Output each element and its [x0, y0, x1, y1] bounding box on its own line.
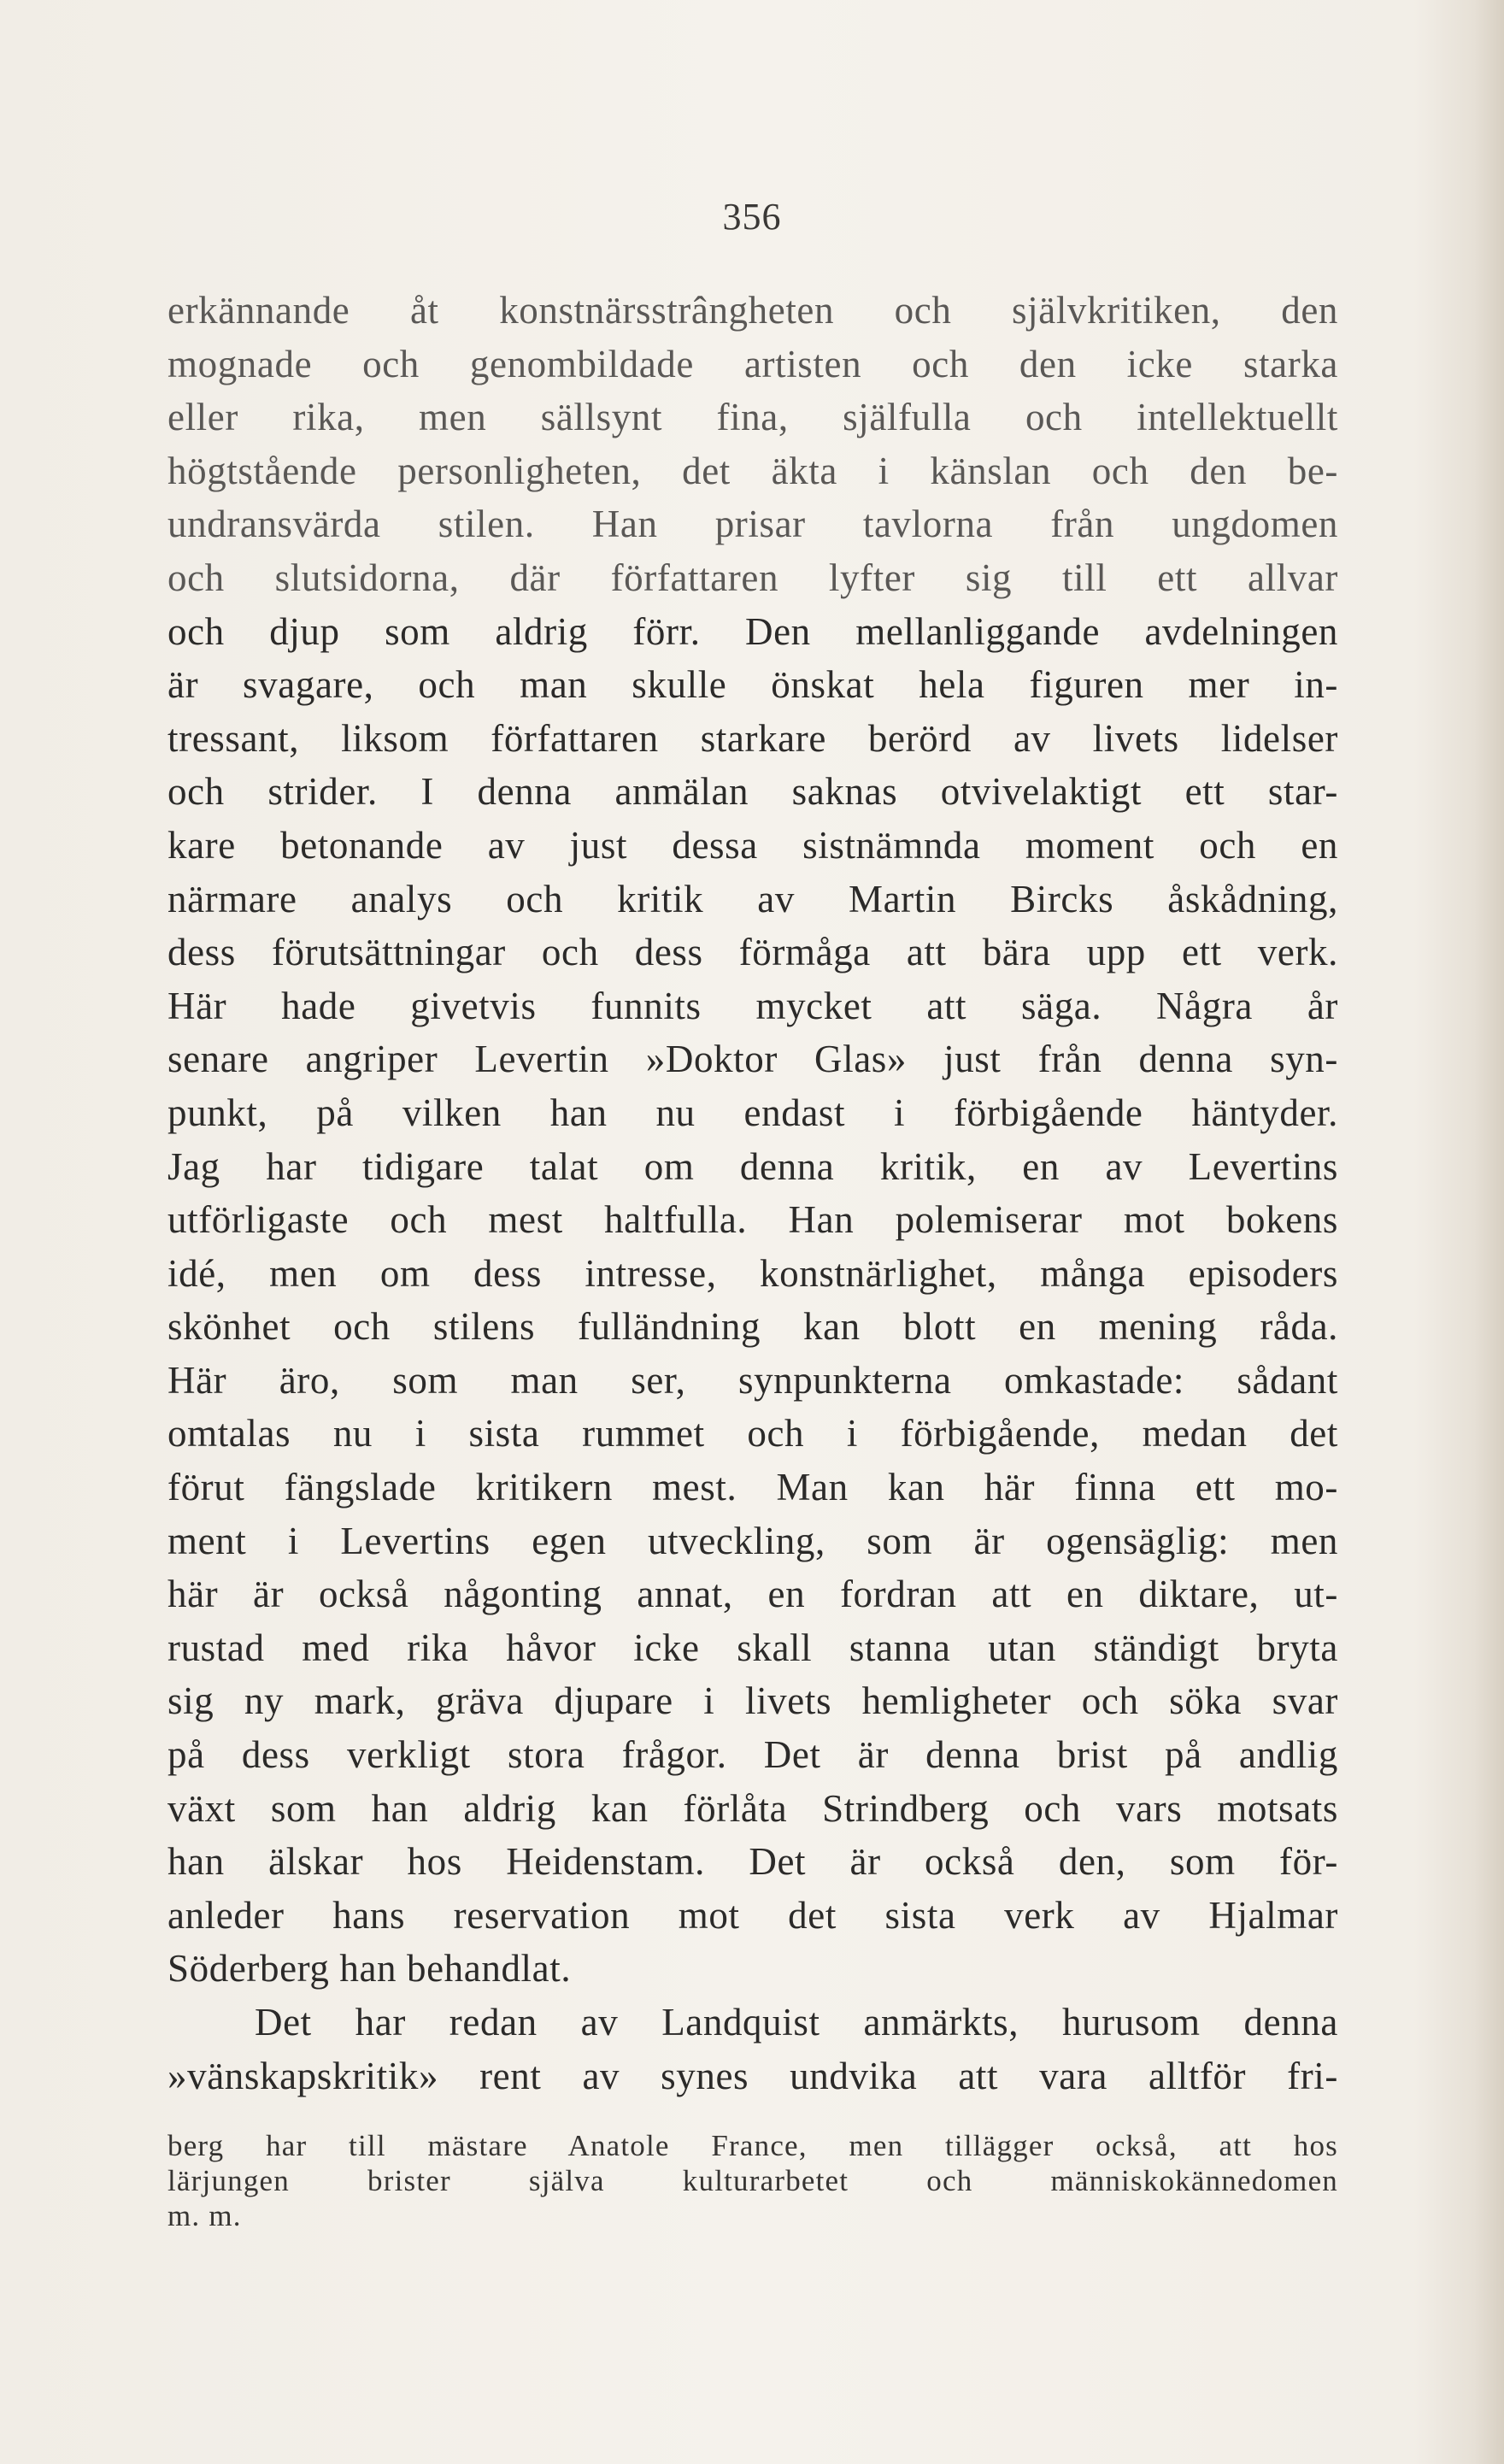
text-line: utförligaste och mest haltfulla. Han polemiserar mot bokens — [167, 1198, 1338, 1242]
text-line: på dess verkligt stora frågor. Det är denna brist på andlig — [167, 1733, 1338, 1777]
footnote-line: m. m. — [167, 2199, 242, 2232]
text-line: tressant, liksom författaren starkare berörd av livets lidelser — [167, 716, 1338, 760]
footnote — [167, 2128, 1338, 2233]
text-line: och slutsidorna, där författaren lyfter sig till ett allvar — [167, 556, 1338, 599]
text-line: förut fängslade kritikern mest. Man kan här finna ett mo- — [167, 1466, 1338, 1509]
text-line: han älskar hos Heidenstam. Det är också den, som för- — [167, 1840, 1338, 1884]
text-line: högtstående personligheten, det äkta i känslan och den be- — [167, 449, 1338, 492]
footnote-line: berg har till mästare Anatole France, men tillägger också, att hos — [167, 2129, 1338, 2162]
text-line: »vänskapskritik» rent av synes undvika att vara alltför fri- — [167, 2054, 1338, 2097]
text-line: är svagare, och man skulle önskat hela figuren mer in- — [167, 663, 1338, 707]
page-number: 356 — [722, 196, 782, 238]
text-line: dess förutsättningar och dess förmåga att bära upp ett verk. — [167, 931, 1338, 974]
text-line: Jag har tidigare talat om denna kritik, en av Levertins — [167, 1144, 1338, 1188]
text-line: växt som han aldrig kan förlåta Strindberg och vars motsats — [167, 1786, 1338, 1830]
text-line: undransvärda stilen. Han prisar tavlorna från ungdomen — [167, 503, 1338, 546]
text-line: anleder hans reservation mot det sista verk av Hjalmar — [167, 1893, 1338, 1937]
text-line: eller rika, men sällsynt fina, själfulla och intellektuellt — [167, 396, 1338, 439]
text-line: här är också någonting annat, en fordran att en diktare, ut- — [167, 1573, 1338, 1616]
text-line: skönhet och stilens fulländning kan blott en mening råda. — [167, 1305, 1338, 1349]
text-line: idé, men om dess intresse, konstnärlighet, många episoders — [167, 1251, 1338, 1295]
text-line: och strider. I denna anmälan saknas otvivelaktigt ett star- — [167, 770, 1338, 814]
text-line: Det har redan av Landquist anmärkts, hurusom denna — [255, 2001, 1338, 2044]
text-line: punkt, på vilken han nu endast i förbigående häntyder. — [167, 1091, 1338, 1134]
text-line: sig ny mark, gräva djupare i livets hemligheter och söka svar — [167, 1679, 1338, 1723]
text-line: Här äro, som man ser, synpunkterna omkastade: sådant — [167, 1358, 1338, 1402]
text-line: ment i Levertins egen utveckling, som är ogensäglig: men — [167, 1519, 1338, 1562]
text-line: närmare analys och kritik av Martin Bircks åskådning, — [167, 877, 1338, 920]
text-line: erkännande åt konstnärsstrângheten och självkritiken, den — [167, 289, 1338, 332]
text-line: och djup som aldrig förr. Den mellanliggande avdelningen — [167, 609, 1338, 653]
text-line: mognade och genombildade artisten och den icke starka — [167, 342, 1338, 385]
body-text — [167, 284, 1338, 2102]
footnote-line: lärjungen brister själva kulturarbetet och människokännedomen — [167, 2164, 1338, 2197]
text-line: omtalas nu i sista rummet och i förbigående, medan det — [167, 1412, 1338, 1455]
text-line: kare betonande av just dessa sistnämnda moment och en — [167, 823, 1338, 867]
text-line: Här hade givetvis funnits mycket att säga. Några år — [167, 984, 1338, 1027]
text-line: Söderberg han behandlat. — [167, 1947, 572, 1991]
text-line: senare angriper Levertin »Doktor Glas» just från denna syn- — [167, 1038, 1338, 1081]
text-line: rustad med rika håvor icke skall stanna utan ständigt bryta — [167, 1626, 1338, 1669]
